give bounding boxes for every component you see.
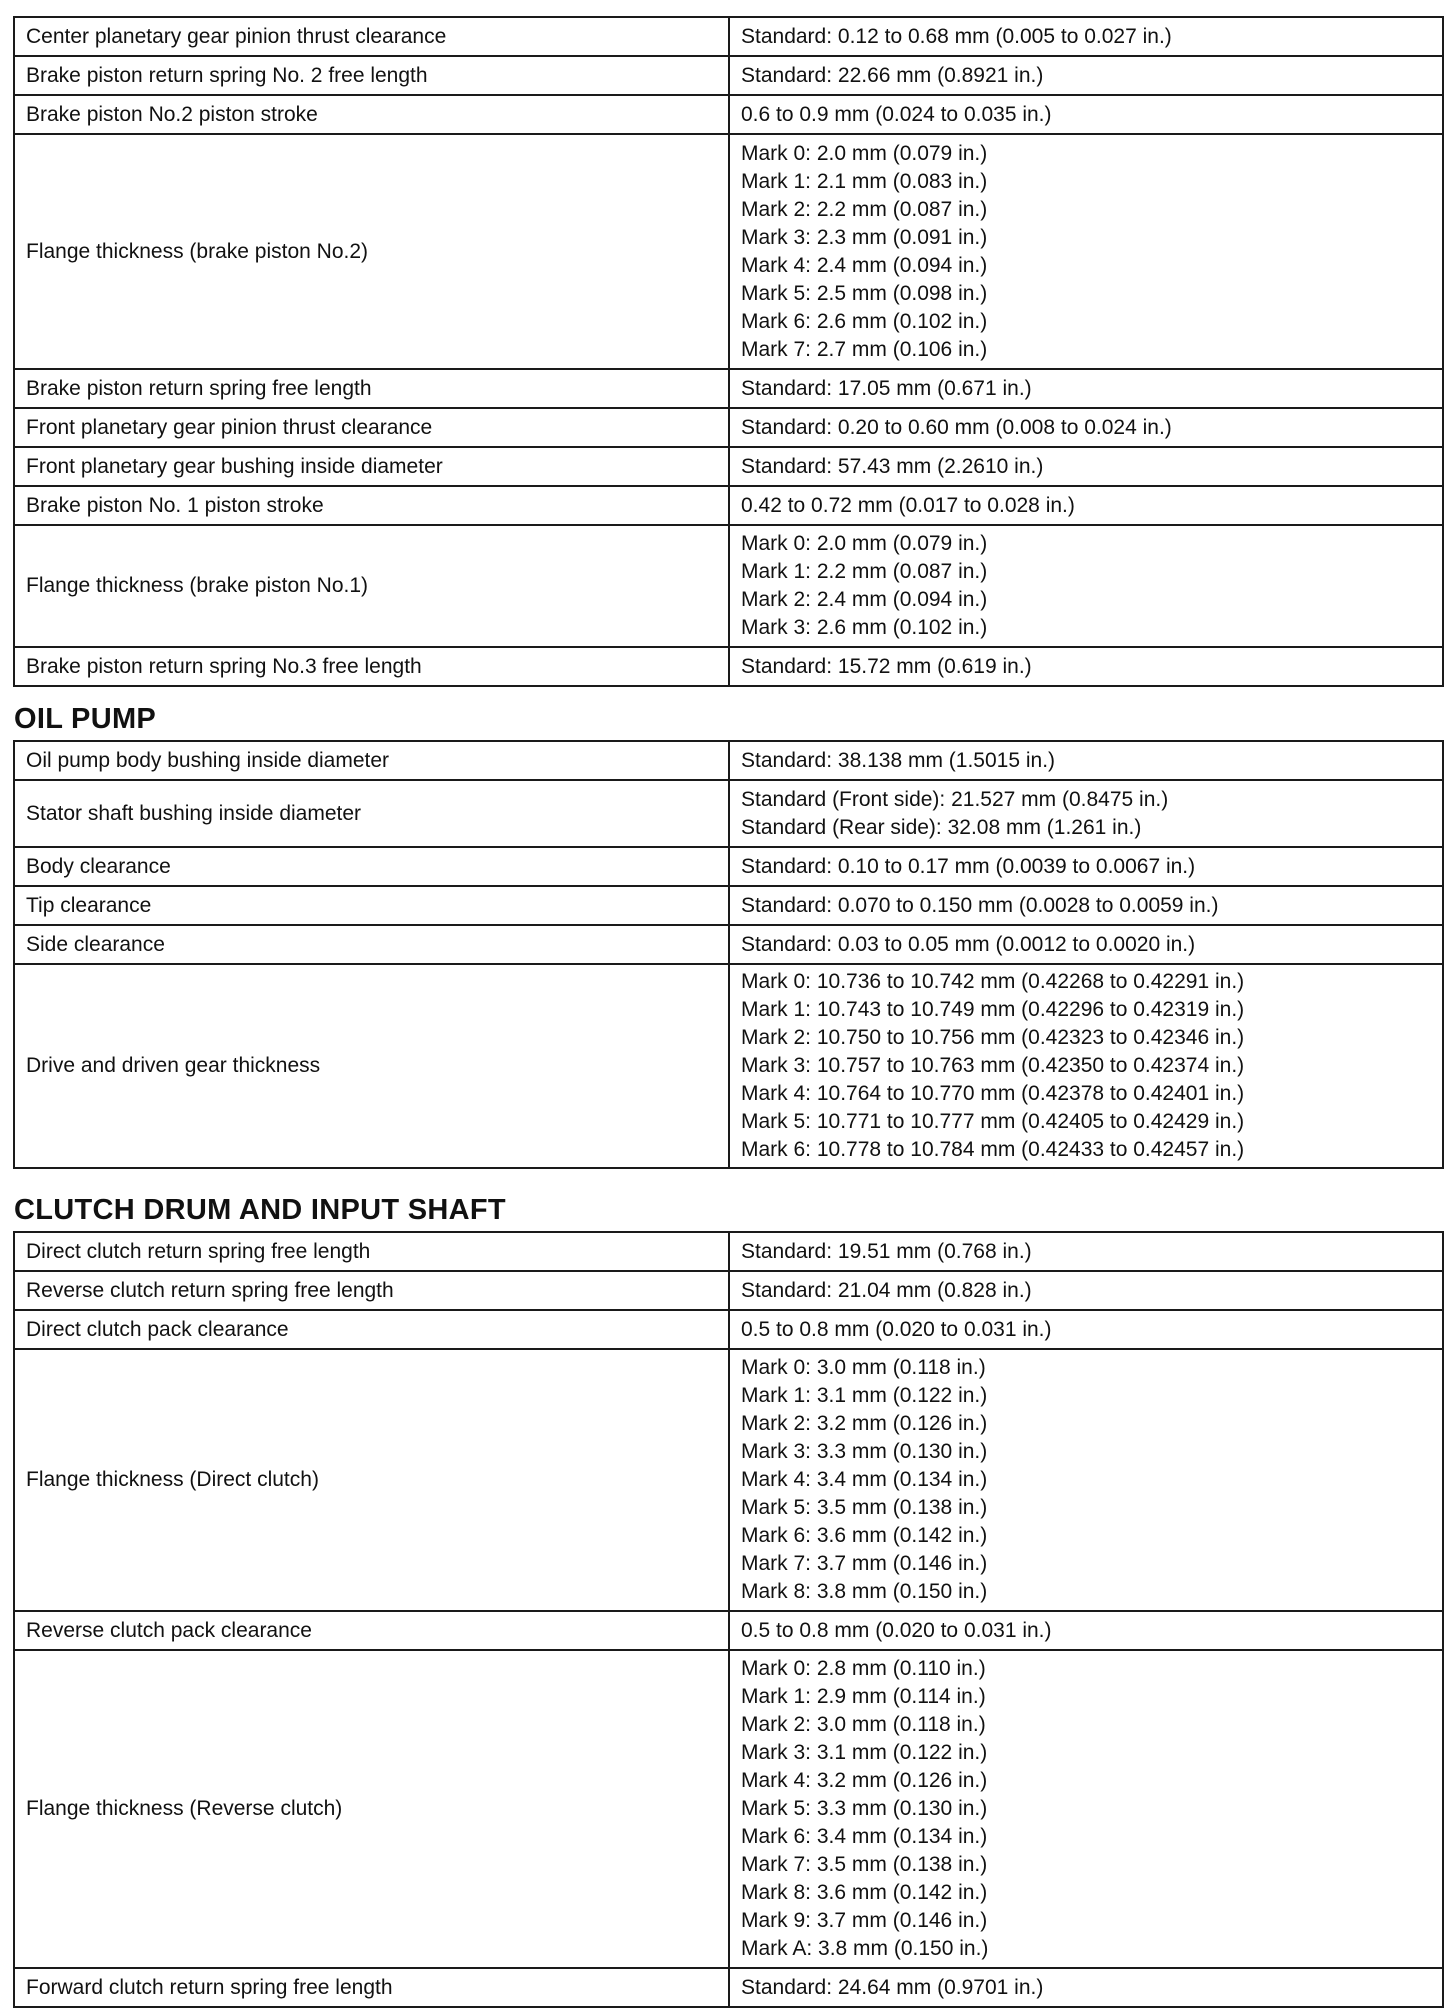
spec-row (14, 1310, 1443, 1349)
spec-value-cell (729, 1310, 1443, 1349)
spec-value-line: Standard: 24.64 mm (0.9701 in.) (741, 1975, 1044, 1999)
spec-value-line: Standard: 15.72 mm (0.619 in.) (741, 654, 1032, 678)
spec-parameter: Direct clutch return spring free length (14, 1232, 729, 1271)
spec-value-line: 0.5 to 0.8 mm (0.020 to 0.031 in.) (741, 1618, 1052, 1642)
spec-value-cell (729, 1349, 1443, 1611)
spec-value-line: Mark 7: 3.7 mm (0.146 in.) (741, 1552, 988, 1575)
spec-value-line: Mark 9: 3.7 mm (0.146 in.) (741, 1909, 988, 1932)
spec-value-cell (729, 17, 1443, 56)
spec-value-line: Mark 7: 2.7 mm (0.106 in.) (741, 337, 988, 361)
spec-value-cell (729, 780, 1443, 847)
spec-value-cell (729, 886, 1443, 925)
spec-value-line: Mark 3: 2.3 mm (0.091 in.) (741, 225, 988, 249)
spec-value-line: Mark 5: 10.771 to 10.777 mm (0.42405 to 0.42429 in.) (741, 1110, 1245, 1133)
spec-value-line: Mark 8: 3.8 mm (0.150 in.) (741, 1580, 988, 1603)
section-title-oil-pump: OIL PUMP (14, 703, 157, 735)
spec-row (14, 17, 1443, 56)
spec-value-line: Standard: 57.43 mm (2.2610 in.) (741, 454, 1044, 478)
spec-parameter: Brake piston return spring free length (14, 369, 729, 408)
spec-row (14, 1349, 1443, 1611)
spec-value-line: Mark 1: 3.1 mm (0.122 in.) (741, 1384, 988, 1407)
spec-value-line: Mark 3: 3.3 mm (0.130 in.) (741, 1440, 988, 1463)
spec-row (14, 525, 1443, 647)
spec-value-line: Standard: 0.20 to 0.60 mm (0.008 to 0.024 in.) (741, 415, 1172, 439)
spec-value-line: Mark 5: 2.5 mm (0.098 in.) (741, 281, 988, 305)
spec-value-line: Mark 4: 2.4 mm (0.094 in.) (741, 253, 988, 277)
spec-parameter: Side clearance (14, 925, 729, 964)
spec-value-line: Standard: 0.12 to 0.68 mm (0.005 to 0.027 in.) (741, 24, 1172, 48)
spec-row (14, 1232, 1443, 1271)
spec-value-line: Mark 0: 10.736 to 10.742 mm (0.42268 to 0.42291 in.) (741, 970, 1245, 993)
spec-parameter: Brake piston No.2 piston stroke (14, 95, 729, 134)
section-title-clutch-drum-input-shaft: CLUTCH DRUM AND INPUT SHAFT (14, 1194, 506, 1226)
spec-value-line: Mark 4: 3.2 mm (0.126 in.) (741, 1769, 988, 1792)
spec-value-line: Mark 3: 2.6 mm (0.102 in.) (741, 616, 988, 639)
spec-value-line: Standard: 21.04 mm (0.828 in.) (741, 1278, 1032, 1302)
spec-value-line: Mark 0: 2.8 mm (0.110 in.) (741, 1657, 986, 1680)
spec-value-line: Mark 6: 2.6 mm (0.102 in.) (741, 309, 988, 333)
spec-value-line: Standard: 0.03 to 0.05 mm (0.0012 to 0.0020 in.) (741, 932, 1196, 956)
spec-value-line: Mark 2: 3.2 mm (0.126 in.) (741, 1412, 988, 1435)
spec-value-line: 0.6 to 0.9 mm (0.024 to 0.035 in.) (741, 102, 1052, 126)
spec-row (14, 486, 1443, 525)
spec-value-cell (729, 1232, 1443, 1271)
spec-parameter: Flange thickness (brake piston No.1) (14, 525, 729, 647)
spec-row (14, 780, 1443, 847)
spec-row (14, 741, 1443, 780)
spec-value-line: Standard (Front side): 21.527 mm (0.8475 in.) (741, 787, 1169, 811)
spec-value-line: Mark 0: 2.0 mm (0.079 in.) (741, 141, 988, 165)
spec-row (14, 647, 1443, 686)
spec-value-cell (729, 56, 1443, 95)
spec-value-line: Standard: 38.138 mm (1.5015 in.) (741, 748, 1056, 772)
spec-value-cell (729, 1611, 1443, 1650)
spec-value-line: Mark A: 3.8 mm (0.150 in.) (741, 1937, 989, 1960)
spec-row (14, 408, 1443, 447)
spec-value-cell (729, 741, 1443, 780)
spec-value-line: Standard: 0.070 to 0.150 mm (0.0028 to 0.0059 in.) (741, 893, 1219, 917)
oil-pump-spec-table (13, 740, 1444, 1169)
spec-row (14, 447, 1443, 486)
spec-row (14, 1271, 1443, 1310)
spec-value-line: Mark 2: 3.0 mm (0.118 in.) (741, 1713, 986, 1736)
spec-value-line: Mark 3: 3.1 mm (0.122 in.) (741, 1741, 988, 1764)
spec-value-cell (729, 486, 1443, 525)
spec-parameter: Brake piston return spring No. 2 free length (14, 56, 729, 95)
spec-value-cell (729, 408, 1443, 447)
spec-parameter: Center planetary gear pinion thrust clearance (14, 17, 729, 56)
spec-value-cell (729, 1968, 1443, 2007)
spec-parameter: Front planetary gear bushing inside diameter (14, 447, 729, 486)
spec-parameter: Flange thickness (Reverse clutch) (14, 1650, 729, 1968)
spec-value-line: Mark 2: 2.4 mm (0.094 in.) (741, 588, 988, 611)
spec-value-line: Mark 4: 3.4 mm (0.134 in.) (741, 1468, 988, 1491)
spec-value-line: Mark 8: 3.6 mm (0.142 in.) (741, 1881, 988, 1904)
spec-row (14, 847, 1443, 886)
spec-value-cell (729, 1271, 1443, 1310)
spec-parameter: Direct clutch pack clearance (14, 1310, 729, 1349)
spec-parameter: Forward clutch return spring free length (14, 1968, 729, 2007)
spec-row (14, 925, 1443, 964)
spec-parameter: Drive and driven gear thickness (14, 964, 729, 1168)
planetary-brake-spec-table (13, 16, 1444, 687)
spec-value-line: Mark 1: 2.1 mm (0.083 in.) (741, 169, 988, 193)
spec-value-line: Mark 1: 10.743 to 10.749 mm (0.42296 to 0.42319 in.) (741, 998, 1245, 1021)
spec-parameter: Stator shaft bushing inside diameter (14, 780, 729, 847)
spec-value-cell (729, 847, 1443, 886)
spec-value-line: Mark 6: 3.6 mm (0.142 in.) (741, 1524, 988, 1547)
spec-value-cell (729, 369, 1443, 408)
spec-value-line: Mark 4: 10.764 to 10.770 mm (0.42378 to 0.42401 in.) (741, 1082, 1245, 1105)
clutch-drum-spec-table (13, 1231, 1444, 2008)
spec-value-line: Standard (Rear side): 32.08 mm (1.261 in.) (741, 815, 1142, 839)
spec-value-line: Mark 1: 2.2 mm (0.087 in.) (741, 560, 988, 583)
spec-value-line: Mark 5: 3.5 mm (0.138 in.) (741, 1496, 988, 1519)
spec-row (14, 1650, 1443, 1968)
spec-value-line: Standard: 0.10 to 0.17 mm (0.0039 to 0.0067 in.) (741, 854, 1196, 878)
spec-value-cell (729, 134, 1443, 369)
spec-value-line: Mark 1: 2.9 mm (0.114 in.) (741, 1685, 986, 1708)
spec-row (14, 56, 1443, 95)
spec-value-line: 0.42 to 0.72 mm (0.017 to 0.028 in.) (741, 493, 1075, 517)
spec-value-line: Mark 3: 10.757 to 10.763 mm (0.42350 to 0.42374 in.) (741, 1054, 1245, 1077)
spec-value-line: Mark 7: 3.5 mm (0.138 in.) (741, 1853, 988, 1876)
spec-parameter: Brake piston return spring No.3 free length (14, 647, 729, 686)
spec-value-line: Standard: 17.05 mm (0.671 in.) (741, 376, 1032, 400)
spec-row (14, 134, 1443, 369)
spec-parameter: Front planetary gear pinion thrust clearance (14, 408, 729, 447)
spec-value-line: Standard: 19.51 mm (0.768 in.) (741, 1239, 1032, 1263)
spec-value-line: Mark 6: 3.4 mm (0.134 in.) (741, 1825, 988, 1848)
spec-parameter: Flange thickness (Direct clutch) (14, 1349, 729, 1611)
spec-parameter: Reverse clutch pack clearance (14, 1611, 729, 1650)
spec-value-line: Standard: 22.66 mm (0.8921 in.) (741, 63, 1044, 87)
spec-value-line: Mark 2: 10.750 to 10.756 mm (0.42323 to 0.42346 in.) (741, 1026, 1245, 1049)
spec-value-cell (729, 525, 1443, 647)
spec-row (14, 369, 1443, 408)
spec-value-line: 0.5 to 0.8 mm (0.020 to 0.031 in.) (741, 1317, 1052, 1341)
spec-parameter: Reverse clutch return spring free length (14, 1271, 729, 1310)
spec-value-cell (729, 964, 1443, 1168)
spec-value-line: Mark 5: 3.3 mm (0.130 in.) (741, 1797, 988, 1820)
spec-value-line: Mark 0: 2.0 mm (0.079 in.) (741, 532, 988, 555)
spec-value-line: Mark 2: 2.2 mm (0.087 in.) (741, 197, 988, 221)
spec-row (14, 95, 1443, 134)
spec-row (14, 964, 1443, 1168)
spec-parameter: Tip clearance (14, 886, 729, 925)
spec-value-cell (729, 1650, 1443, 1968)
spec-parameter: Oil pump body bushing inside diameter (14, 741, 729, 780)
spec-parameter: Flange thickness (brake piston No.2) (14, 134, 729, 369)
spec-parameter: Brake piston No. 1 piston stroke (14, 486, 729, 525)
spec-row (14, 1611, 1443, 1650)
spec-value-cell (729, 447, 1443, 486)
spec-value-cell (729, 925, 1443, 964)
spec-value-cell (729, 95, 1443, 134)
spec-row (14, 886, 1443, 925)
spec-row (14, 1968, 1443, 2007)
spec-value-line: Mark 0: 3.0 mm (0.118 in.) (741, 1356, 986, 1379)
spec-parameter: Body clearance (14, 847, 729, 886)
spec-value-line: Mark 6: 10.778 to 10.784 mm (0.42433 to 0.42457 in.) (741, 1138, 1245, 1161)
spec-value-cell (729, 647, 1443, 686)
